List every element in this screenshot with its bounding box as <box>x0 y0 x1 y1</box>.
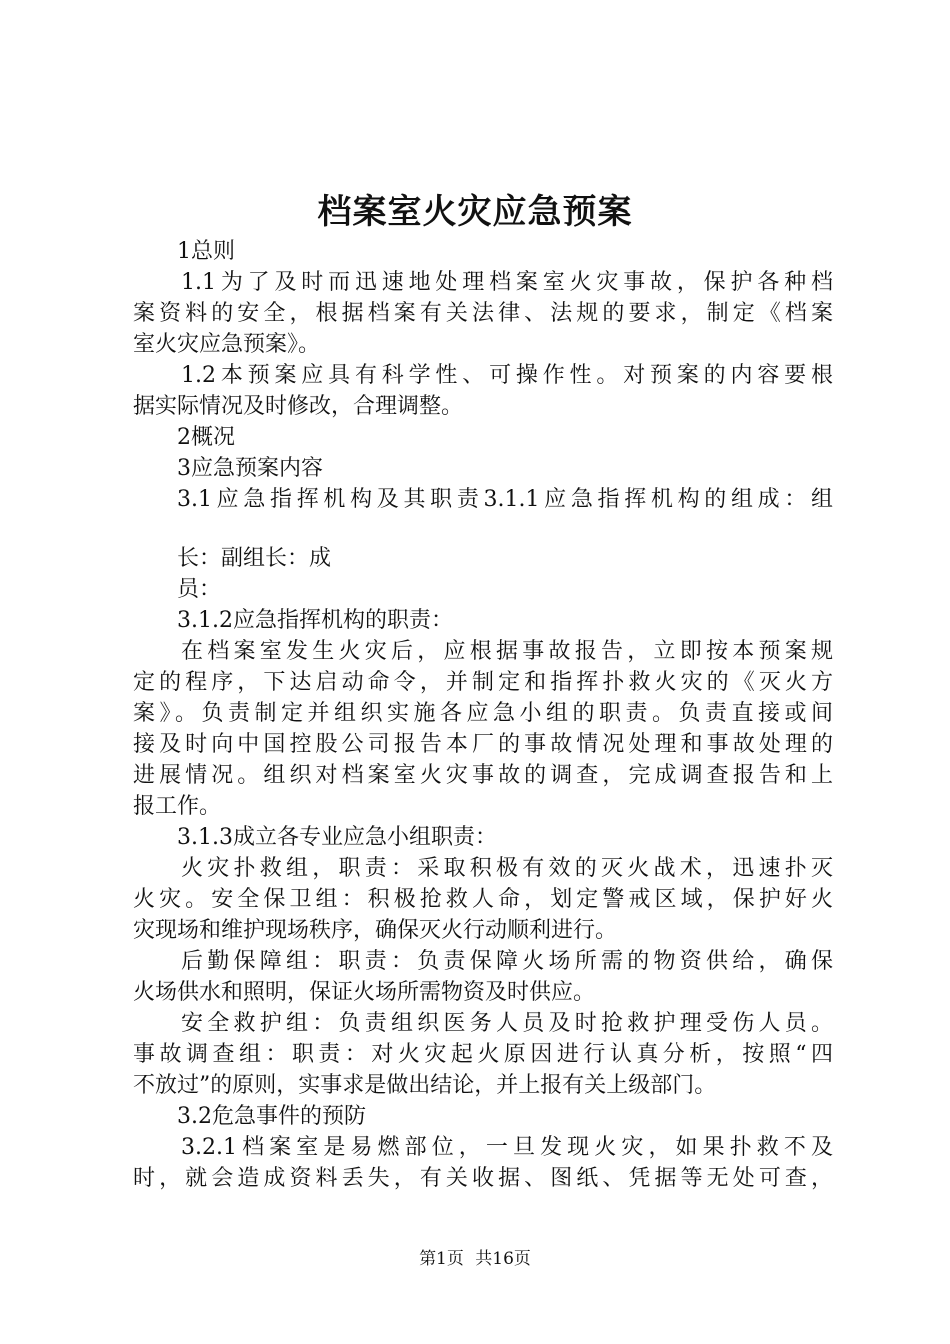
paragraph-line: 火灾。安全保卫组：积极抢救人命，划定警戒区域，保护好火 <box>133 887 833 912</box>
paragraph-line: 据实际情况及时修改，合理调整。 <box>133 394 464 419</box>
paragraph-line: 灾现场和维护现场秩序，确保灭火行动顺利进行。 <box>133 918 618 943</box>
paragraph-line: 室火灾应急预案》。 <box>133 332 321 357</box>
paragraph-line: 1.2本预案应具有科学性、可操作性。对预案的内容要根 <box>181 363 833 388</box>
paragraph-line: 报工作。 <box>133 794 222 819</box>
paragraph-line: 1.1为了及时而迅速地处理档案室火灾事故，保护各种档 <box>181 270 833 295</box>
paragraph-line: 在档案室发生火灾后，应根据事故报告，立即按本预案规 <box>181 639 833 664</box>
section-heading: 3.1.2应急指挥机构的职责： <box>177 608 453 633</box>
paragraph-line: 案资料的安全，根据档案有关法律、法规的要求，制定《档案 <box>133 301 833 326</box>
paragraph-line: 案》。负责制定并组织实施各应急小组的职责。负责直接或间 <box>133 701 833 726</box>
paragraph-line: 后勤保障组：职责：负责保障火场所需的物资供给，确保 <box>181 949 833 974</box>
spacer <box>133 515 833 543</box>
paragraph-line: 3.1应急指挥机构及其职责3.1.1应急指挥机构的组成：组 <box>177 487 833 512</box>
paragraph-line: 时，就会造成资料丢失，有关收据、图纸、凭据等无处可查， <box>133 1166 833 1191</box>
paragraph-line: 3.2.1档案室是易燃部位，一旦发现火灾，如果扑救不及 <box>181 1135 833 1160</box>
page-total: 共16页 <box>475 1249 531 1269</box>
section-heading: 1总则 <box>177 239 235 264</box>
paragraph-line: 接及时向中国控股公司报告本厂的事故情况处理和事故处理的 <box>133 732 833 757</box>
paragraph-line: 员： <box>177 577 222 602</box>
section-heading: 3.2危急事件的预防 <box>177 1104 366 1129</box>
section-heading: 2概况 <box>177 425 235 450</box>
paragraph-line: 进展情况。组织对档案室火灾事故的调查，完成调查报告和上 <box>133 763 833 788</box>
paragraph-line: 火场供水和照明，保证火场所需物资及时供应。 <box>133 980 596 1005</box>
page-footer <box>0 1244 950 1269</box>
document-body <box>133 236 833 1194</box>
paragraph-line: 安全救护组：负责组织医务人员及时抢救护理受伤人员。 <box>181 1011 833 1036</box>
section-heading: 3.1.3成立各专业应急小组职责： <box>177 825 497 850</box>
paragraph-line: 定的程序，下达启动命令，并制定和指挥扑救火灾的《灭火方 <box>133 670 833 695</box>
section-heading: 3应急预案内容 <box>177 456 323 481</box>
paragraph-line: 事故调查组：职责：对火灾起火原因进行认真分析，按照“四 <box>133 1042 833 1067</box>
page-number: 第1页 <box>419 1249 464 1269</box>
paragraph-line: 长：副组长：成 <box>177 546 332 571</box>
paragraph-line: 火灾扑救组，职责：采取积极有效的灭火战术，迅速扑灭 <box>181 856 833 881</box>
document-title: 档案室火灾应急预案 <box>317 192 633 232</box>
paragraph-line: 不放过”的原则，实事求是做出结论，并上报有关上级部门。 <box>133 1073 717 1098</box>
